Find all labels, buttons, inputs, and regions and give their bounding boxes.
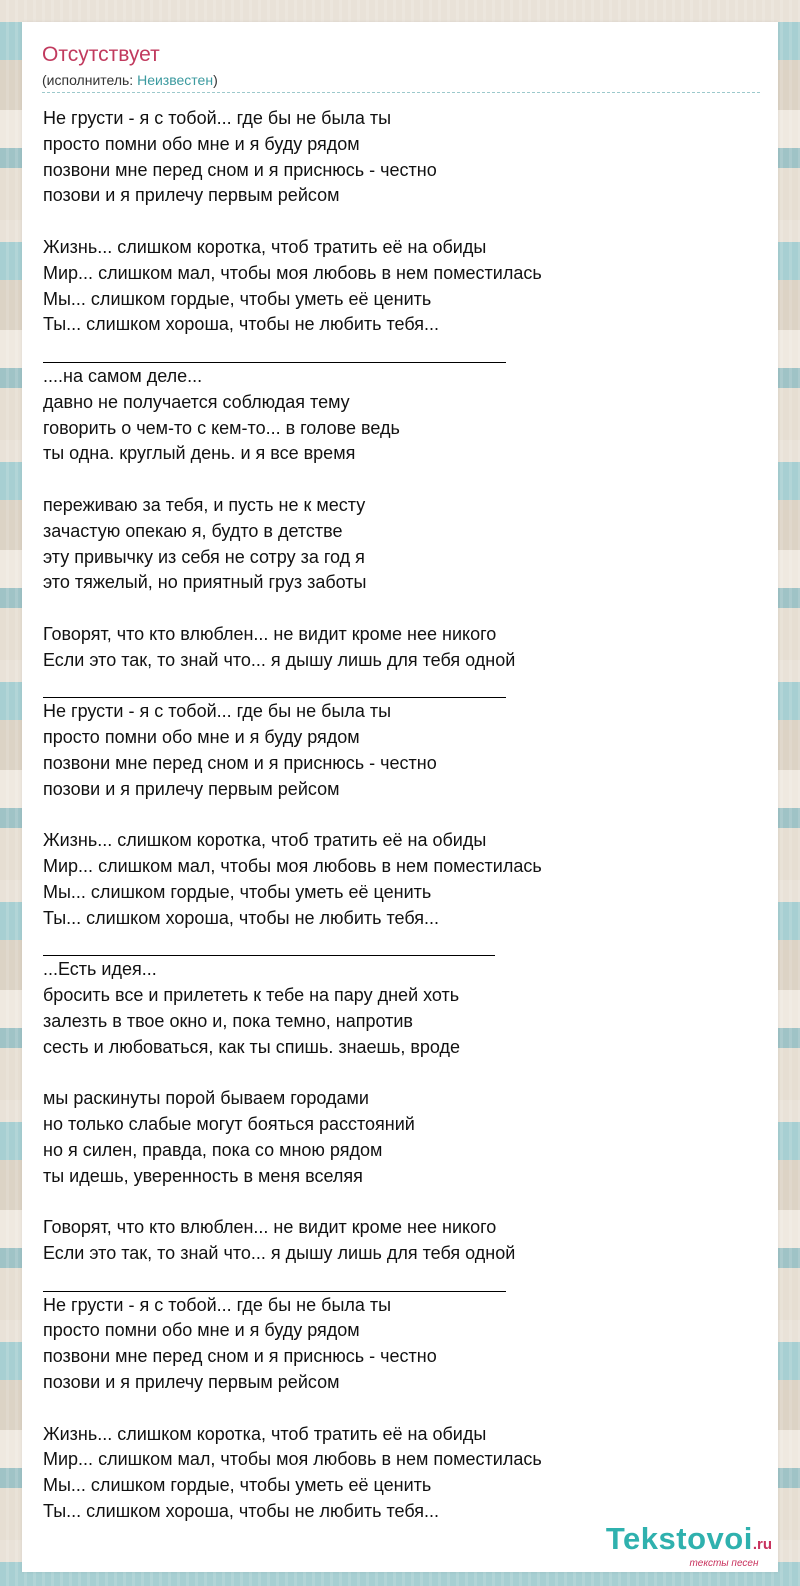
section-separator bbox=[43, 674, 743, 700]
lyric-line: Мы... слишком гордые, чтобы уметь её ценить bbox=[43, 288, 432, 309]
lyric-line: Ты... слишком хороша, чтобы не любить тебя... bbox=[43, 314, 440, 335]
lyric-line: Ты... слишком хороша, чтобы не любить тебя... bbox=[43, 1501, 440, 1522]
logo-name: Tekstovoi bbox=[605, 1521, 753, 1556]
logo-wordmark bbox=[605, 1521, 772, 1560]
stanza-gap bbox=[43, 803, 743, 829]
lyric-line: ты одна. круглый день. и я все время bbox=[43, 443, 356, 464]
lyric-line: но только слабые могут бояться расстояний bbox=[43, 1114, 415, 1135]
lyric-line: позови и я прилечу первым рейсом bbox=[43, 778, 340, 799]
section-separator bbox=[43, 932, 743, 958]
lyric-line: Жизнь... слишком коротка, чтоб тратить её на обиды bbox=[43, 830, 487, 851]
stanza-gap bbox=[43, 1396, 743, 1422]
site-logo[interactable] bbox=[605, 1521, 772, 1569]
lyric-line: сесть и любоваться, как ты спишь. знаешь, вроде bbox=[43, 1036, 461, 1057]
lyric-line: Если это так, то знай что... я дышу лишь для тебя одной bbox=[43, 1243, 516, 1264]
header-divider bbox=[42, 92, 760, 93]
stanza-gap bbox=[43, 209, 743, 235]
lyric-line: ты идешь, уверенность в меня вселяя bbox=[43, 1165, 363, 1186]
logo-tld: .ru bbox=[752, 1536, 772, 1553]
stanza-gap bbox=[43, 1189, 743, 1215]
lyric-line: Жизнь... слишком коротка, чтоб тратить её на обиды bbox=[43, 236, 487, 257]
lyric-line: позови и я прилечу первым рейсом bbox=[43, 1372, 340, 1393]
lyric-line: Не грусти - я с тобой... где бы не была ты bbox=[43, 701, 392, 722]
logo-tagline: тексты песен bbox=[689, 1558, 759, 1569]
song-title: Отсутствует bbox=[42, 43, 160, 66]
lyric-line: это тяжелый, но приятный груз заботы bbox=[43, 572, 367, 593]
lyric-line: Если это так, то знай что... я дышу лишь для тебя одной bbox=[43, 649, 516, 670]
lyric-line: Мир... слишком мал, чтобы моя любовь в нем поместилась bbox=[43, 262, 542, 283]
artist-prefix: (исполнитель: bbox=[42, 72, 138, 88]
artist-line bbox=[42, 72, 218, 88]
stanza-gap bbox=[43, 596, 743, 622]
lyric-line: Говорят, что кто влюблен... не видит кроме нее никого bbox=[43, 623, 497, 644]
lyric-line: мы раскинуты порой бываем городами bbox=[43, 1088, 369, 1109]
lyric-line: просто помни обо мне и я буду рядом bbox=[43, 1320, 360, 1341]
lyric-line: переживаю за тебя, и пусть не к месту bbox=[43, 494, 366, 515]
lyric-line: позвони мне перед сном и я приснюсь - честно bbox=[43, 159, 437, 180]
section-separator bbox=[43, 338, 743, 364]
lyric-line: ...Есть идея... bbox=[43, 959, 157, 980]
lyric-line: ....на самом деле... bbox=[43, 365, 203, 386]
lyric-line: позови и я прилечу первым рейсом bbox=[43, 185, 340, 206]
artist-suffix: ) bbox=[213, 72, 218, 88]
lyric-line: Не грусти - я с тобой... где бы не была ты bbox=[43, 108, 392, 128]
lyric-line: эту привычку из себя не сотру за год я bbox=[43, 546, 365, 567]
artist-link[interactable]: Неизвестен bbox=[137, 72, 214, 88]
section-separator bbox=[43, 1267, 743, 1293]
lyric-line: залезть в твое окно и, пока темно, напротив bbox=[43, 1010, 413, 1031]
stanza-gap bbox=[43, 467, 743, 493]
stanza-gap bbox=[43, 1060, 743, 1086]
lyric-line: бросить все и прилететь к тебе на пару дней хоть bbox=[43, 985, 460, 1006]
lyrics-text bbox=[43, 106, 743, 1525]
lyric-line: Не грусти - я с тобой... где бы не была ты bbox=[43, 1294, 392, 1315]
lyric-line: позвони мне перед сном и я приснюсь - честно bbox=[43, 1346, 437, 1367]
lyric-line: говорить о чем-то с кем-то... в голове ведь bbox=[43, 417, 400, 438]
lyric-line: но я силен, правда, пока со мною рядом bbox=[43, 1139, 383, 1160]
lyric-line: Говорят, что кто влюблен... не видит кроме нее никого bbox=[43, 1217, 497, 1238]
lyric-line: Жизнь... слишком коротка, чтоб тратить её на обиды bbox=[43, 1423, 487, 1444]
lyric-line: Ты... слишком хороша, чтобы не любить тебя... bbox=[43, 907, 440, 928]
lyric-line: давно не получается соблюдая тему bbox=[43, 391, 350, 412]
lyric-line: Мы... слишком гордые, чтобы уметь её ценить bbox=[43, 1475, 432, 1496]
lyric-line: Мы... слишком гордые, чтобы уметь её ценить bbox=[43, 881, 432, 902]
lyric-line: Мир... слишком мал, чтобы моя любовь в нем поместилась bbox=[43, 856, 542, 877]
lyric-line: просто помни обо мне и я буду рядом bbox=[43, 727, 360, 748]
lyric-line: Мир... слишком мал, чтобы моя любовь в нем поместилась bbox=[43, 1449, 542, 1470]
lyric-line: зачастую опекаю я, будто в детстве bbox=[43, 520, 343, 541]
lyric-line: просто помни обо мне и я буду рядом bbox=[43, 133, 360, 154]
lyric-line: позвони мне перед сном и я приснюсь - честно bbox=[43, 752, 437, 773]
